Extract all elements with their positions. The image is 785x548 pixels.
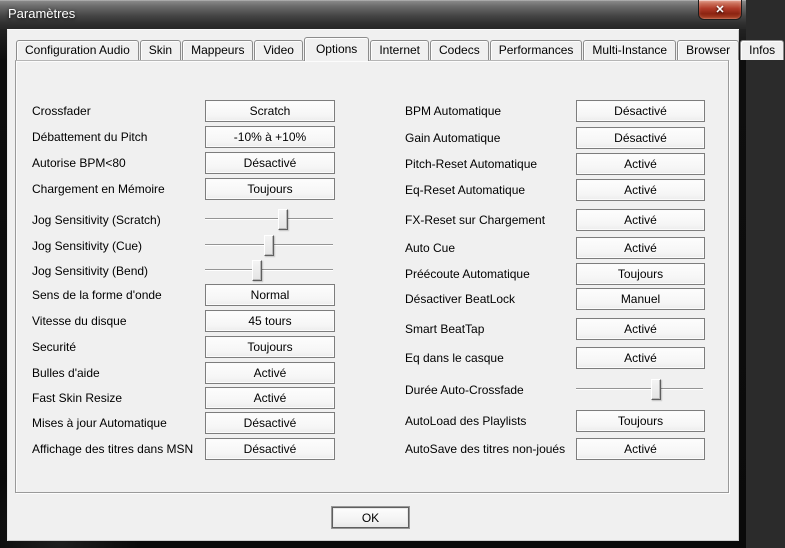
window-title: Paramètres	[8, 6, 76, 21]
setting-slider[interactable]	[205, 260, 333, 282]
setting-slider[interactable]	[205, 235, 333, 257]
setting-label: Smart BeatTap	[405, 322, 485, 336]
setting-slider[interactable]	[576, 379, 703, 401]
setting-value-button[interactable]: Normal	[205, 284, 335, 306]
setting-slider[interactable]	[205, 209, 333, 231]
setting-label: Autorise BPM<80	[32, 156, 126, 170]
tab-skin[interactable]: Skin	[140, 40, 181, 60]
setting-label: Pitch-Reset Automatique	[405, 157, 538, 171]
setting-label: Crossfader	[32, 104, 91, 118]
setting-label: Vitesse du disque	[32, 314, 127, 328]
setting-value-button[interactable]: Activé	[205, 362, 335, 384]
slider-track	[576, 388, 703, 390]
setting-value-button[interactable]: Manuel	[576, 288, 705, 310]
setting-value-button[interactable]: Désactivé	[205, 438, 335, 460]
slider-track	[205, 218, 333, 220]
setting-label: Chargement en Mémoire	[32, 182, 165, 196]
setting-value-button[interactable]: Toujours	[205, 178, 335, 200]
tab-video[interactable]: Video	[254, 40, 302, 60]
setting-label: Désactiver BeatLock	[405, 292, 516, 306]
setting-label: AutoSave des titres non-joués	[405, 442, 566, 456]
setting-label: Mises à jour Automatique	[32, 416, 167, 430]
setting-label: Bulles d'aide	[32, 366, 100, 380]
setting-label: Jog Sensitivity (Bend)	[32, 264, 149, 278]
setting-label: FX-Reset sur Chargement	[405, 213, 546, 227]
setting-value-button[interactable]: Toujours	[576, 263, 705, 285]
setting-value-button[interactable]: -10% à +10%	[205, 126, 335, 148]
tab-codecs[interactable]: Codecs	[430, 40, 489, 60]
setting-value-button[interactable]: Activé	[576, 347, 705, 369]
tab-options[interactable]: Options	[304, 37, 369, 61]
setting-value-button[interactable]: Désactivé	[576, 100, 705, 122]
tab-multi-instance[interactable]: Multi-Instance	[583, 40, 676, 60]
setting-value-button[interactable]: Scratch	[205, 100, 335, 122]
setting-value-button[interactable]: Toujours	[205, 336, 335, 358]
setting-label: AutoLoad des Playlists	[405, 414, 527, 428]
titlebar	[0, 0, 746, 29]
close-icon: ✕	[715, 3, 725, 16]
setting-label: Fast Skin Resize	[32, 391, 123, 405]
slider-thumb[interactable]	[651, 379, 661, 400]
setting-label: Eq-Reset Automatique	[405, 183, 526, 197]
setting-value-button[interactable]: 45 tours	[205, 310, 335, 332]
close-button[interactable]	[698, 0, 742, 20]
tab-internet[interactable]: Internet	[370, 40, 429, 60]
setting-value-button[interactable]: Désactivé	[205, 412, 335, 434]
slider-thumb[interactable]	[264, 235, 274, 256]
setting-value-button[interactable]: Désactivé	[205, 152, 335, 174]
setting-value-button[interactable]: Toujours	[576, 410, 705, 432]
setting-value-button[interactable]: Activé	[576, 209, 705, 231]
setting-label: Auto Cue	[405, 241, 456, 255]
setting-label: Débattement du Pitch	[32, 130, 148, 144]
slider-track	[205, 269, 333, 271]
setting-label: Affichage des titres dans MSN	[32, 442, 194, 456]
setting-label: Préécoute Automatique	[405, 267, 530, 281]
tab-bar	[16, 40, 785, 64]
setting-label: Jog Sensitivity (Scratch)	[32, 213, 161, 227]
setting-value-button[interactable]: Activé	[576, 153, 705, 175]
setting-label: Securité	[32, 340, 77, 354]
setting-label: BPM Automatique	[405, 104, 502, 118]
setting-label: Sens de la forme d'onde	[32, 288, 162, 302]
dialog-body	[7, 29, 776, 541]
tab-infos[interactable]: Infos	[740, 40, 784, 60]
tab-browser[interactable]: Browser	[677, 40, 739, 60]
setting-value-button[interactable]: Activé	[576, 318, 705, 340]
setting-value-button[interactable]: Désactivé	[576, 127, 705, 149]
tab-configuration-audio[interactable]: Configuration Audio	[16, 40, 139, 60]
setting-value-button[interactable]: Activé	[576, 438, 705, 460]
setting-label: Gain Automatique	[405, 131, 501, 145]
setting-value-button[interactable]: Activé	[205, 387, 335, 409]
slider-thumb[interactable]	[278, 209, 288, 230]
setting-label: Eq dans le casque	[405, 351, 504, 365]
slider-thumb[interactable]	[252, 260, 262, 281]
setting-value-button[interactable]: Activé	[576, 179, 705, 201]
tab-mappeurs[interactable]: Mappeurs	[182, 40, 253, 60]
setting-value-button[interactable]: Activé	[576, 237, 705, 259]
setting-label: Jog Sensitivity (Cue)	[32, 239, 143, 253]
tab-performances[interactable]: Performances	[490, 40, 583, 60]
ok-button[interactable]: OK	[332, 507, 409, 528]
setting-label: Durée Auto-Crossfade	[405, 383, 524, 397]
